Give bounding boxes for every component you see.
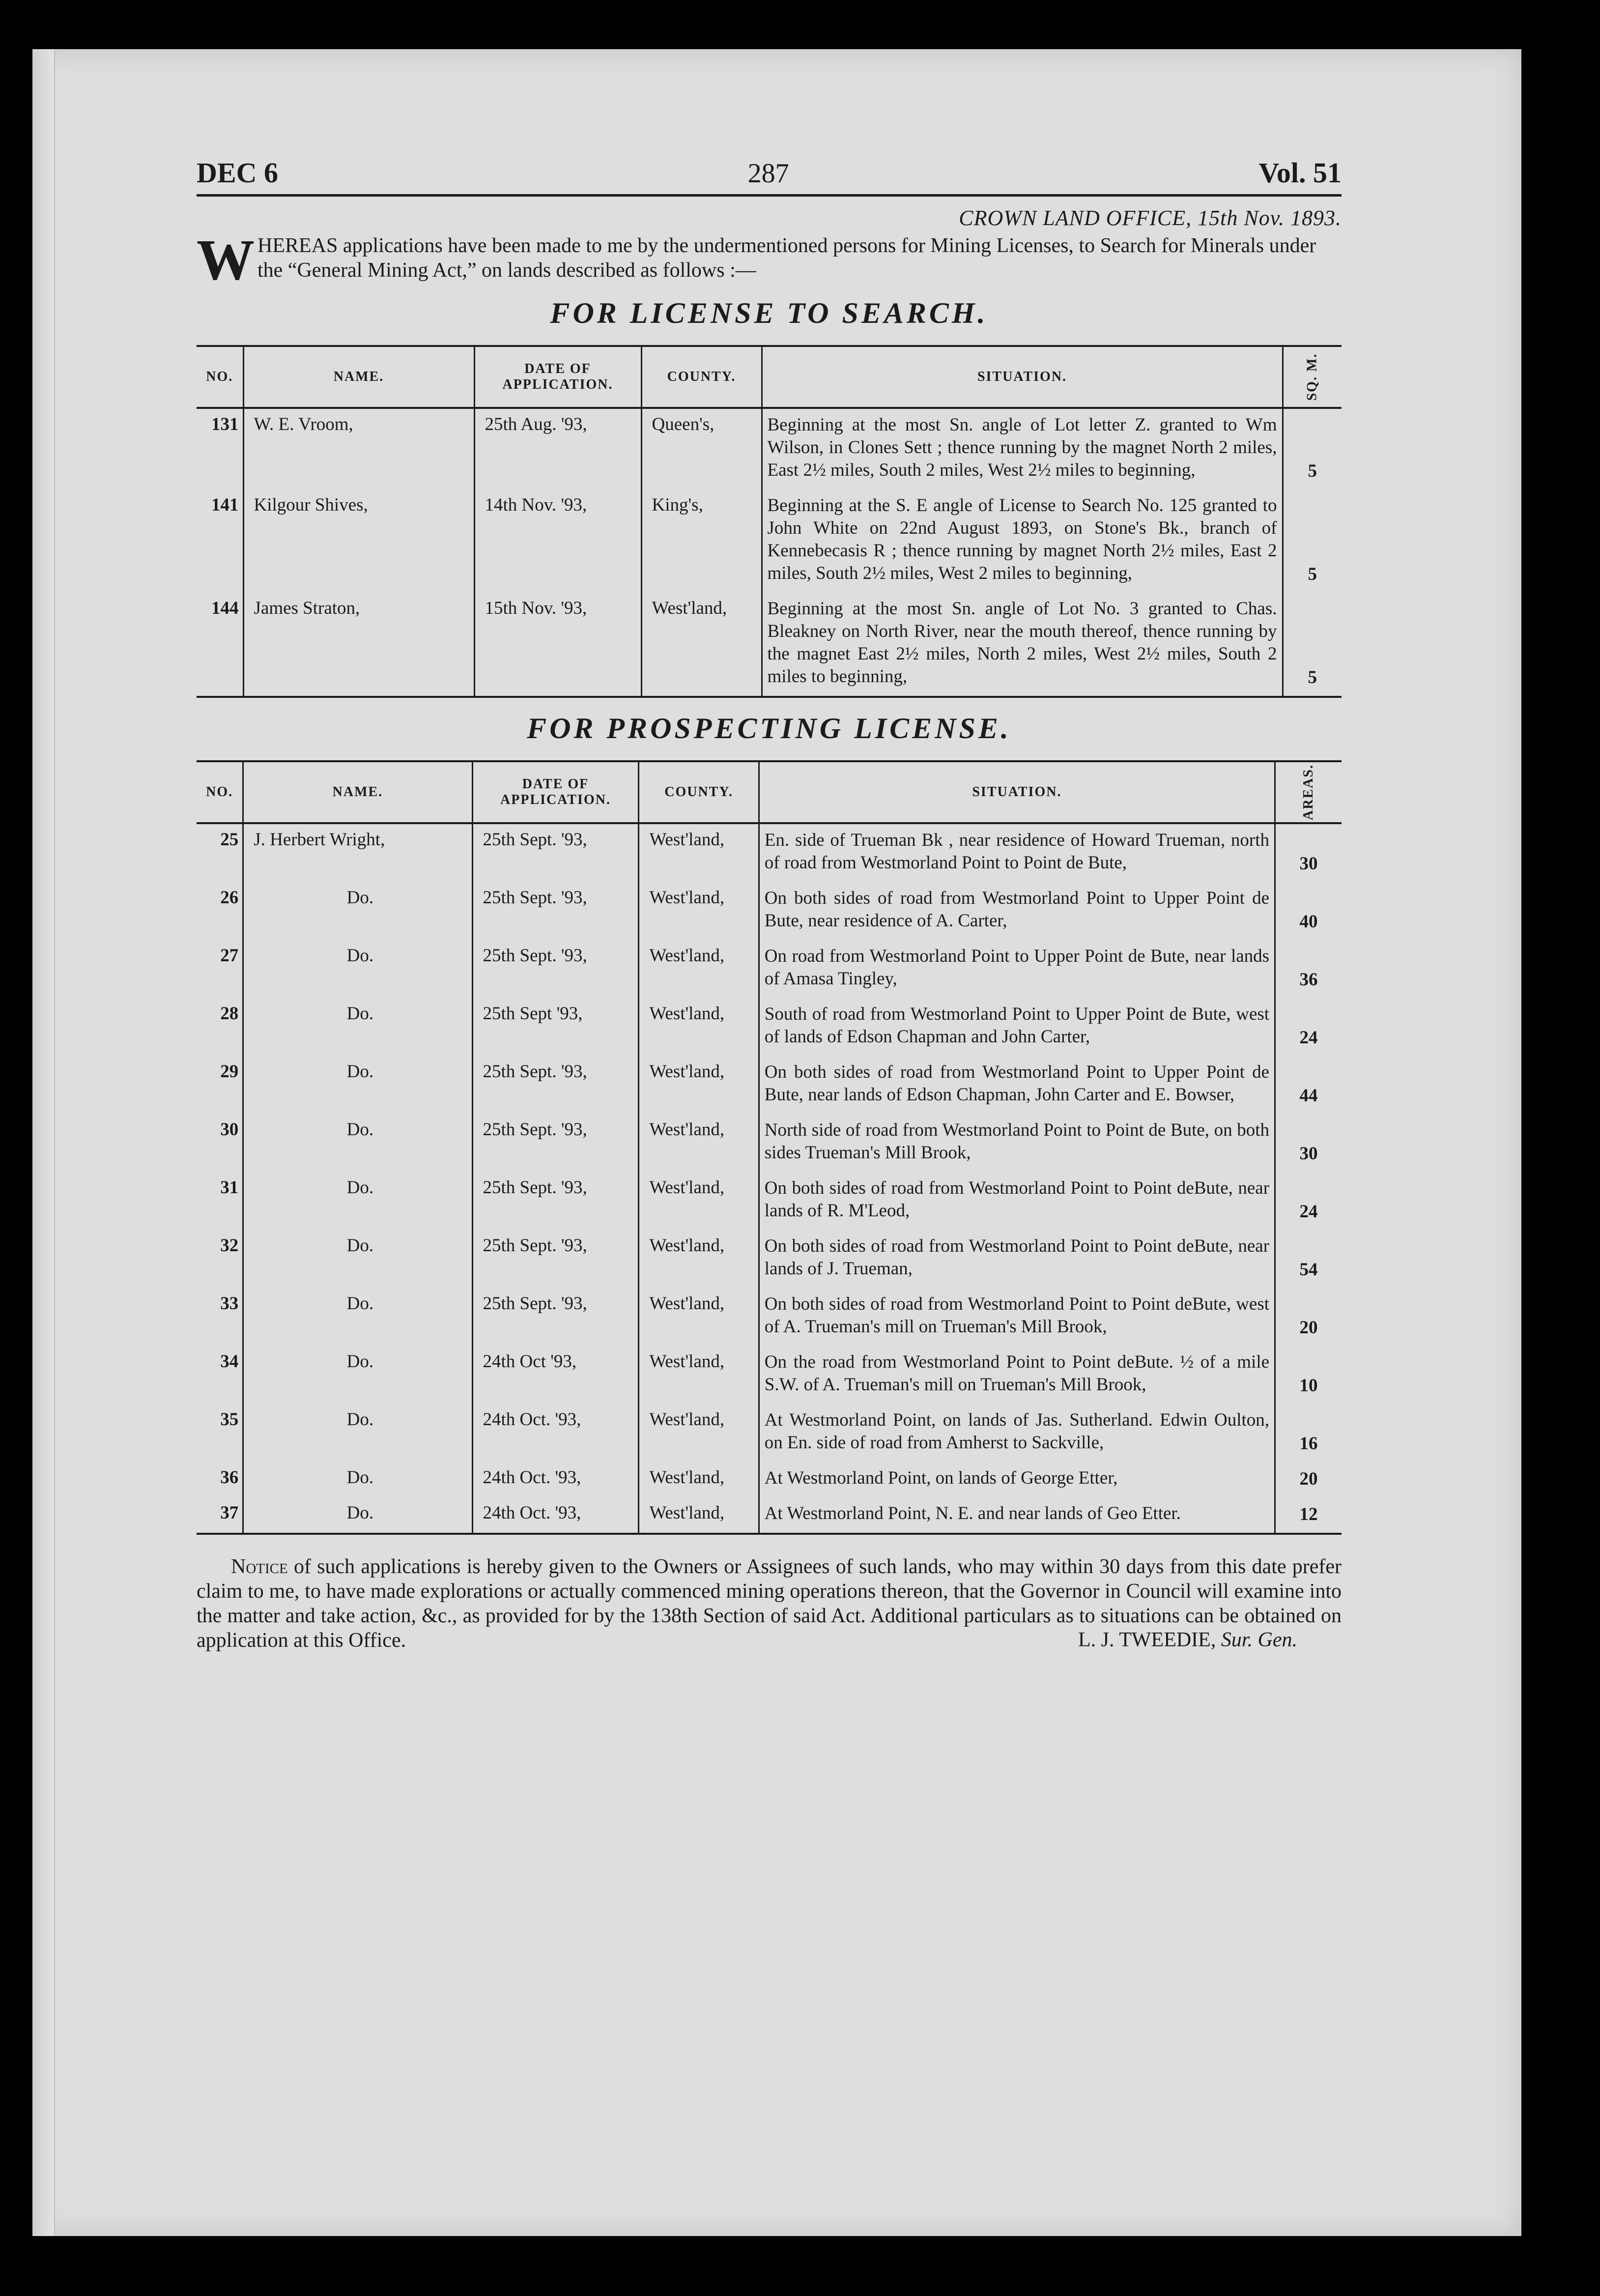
entry-number: 25: [220, 830, 239, 850]
application-date: 25th Sept '93,: [472, 998, 639, 1056]
notice-text: of such applications is hereby given to the Owners or Assignees of such lands, who may within 30 days from this date prefer claim to me, to have made explorations or actually commenced mining operations thereon, that the Governor in Council will examine into the matter and take action, &c., as provided for by the 138th Section of said Act. Additional particulars as to situations can be obtained on application at this Office.: [197, 1555, 1342, 1652]
intro-paragraph: [197, 228, 1342, 292]
application-date: 25th Sept. '93,: [472, 1288, 639, 1346]
table-row: [197, 1346, 1342, 1404]
entry-number: 32: [220, 1235, 239, 1256]
col-header-county: COUNTY.: [639, 761, 759, 823]
county: West'land,: [641, 593, 762, 697]
entry-number: 35: [220, 1409, 239, 1430]
county: West'land,: [639, 1114, 759, 1172]
applicant-name: Do.: [243, 1056, 472, 1114]
area-value: 10: [1275, 1346, 1342, 1404]
entry-number: 36: [220, 1467, 239, 1488]
entry-number: 34: [220, 1351, 239, 1372]
col-header-date: DATE OF APPLICATION.: [472, 761, 639, 823]
table-row: [197, 1462, 1342, 1497]
application-date: 25th Sept. '93,: [472, 1230, 639, 1288]
county: West'land,: [639, 1404, 759, 1462]
situation: On both sides of road from Westmorland Point to Upper Point de Bute, near lands of Edson Chapman, John Carter and E. Bowser,: [759, 1056, 1275, 1114]
situation: On both sides of road from Westmorland Point to Point deBute, near lands of R. M'Leod,: [759, 1172, 1275, 1230]
applicant-name: Do.: [243, 1288, 472, 1346]
situation: On the road from Westmorland Point to Point deBute. ½ of a mile S.W. of A. Trueman's mill on Trueman's Mill Brook,: [759, 1346, 1275, 1404]
area-value: 40: [1275, 882, 1342, 940]
col-header-area-label: SQ. M.: [1304, 353, 1320, 401]
table-row: [197, 940, 1342, 998]
col-header-situation: SITUATION.: [762, 346, 1283, 408]
situation: On road from Westmorland Point to Upper Point de Bute, near lands of Amasa Tingley,: [759, 940, 1275, 998]
area-value: 24: [1275, 1172, 1342, 1230]
table-row: [197, 1230, 1342, 1288]
issue-date: DEC 6: [197, 157, 278, 189]
col-header-name: NAME.: [243, 346, 474, 408]
area-value: 16: [1275, 1404, 1342, 1462]
table-header-row: [197, 761, 1342, 823]
applicant-name: Do.: [243, 940, 472, 998]
col-header-county: COUNTY.: [641, 346, 762, 408]
entry-number: 27: [220, 946, 239, 966]
search-section-title: FOR LICENSE TO SEARCH.: [550, 297, 988, 329]
area-value: 36: [1275, 940, 1342, 998]
situation: At Westmorland Point, on lands of George Etter,: [759, 1462, 1275, 1497]
area-value: 30: [1275, 1114, 1342, 1172]
county: West'land,: [639, 1288, 759, 1346]
table-row: [197, 1056, 1342, 1114]
entry-number: 30: [220, 1119, 239, 1140]
application-date: 25th Aug. '93,: [474, 408, 641, 489]
area-value: 54: [1275, 1230, 1342, 1288]
intro-text: HEREAS applications have been made to me by the undermentioned persons for Mining Licenses, to Search for Minerals under the “General Mining Act,” on lands described as follows :—: [257, 234, 1316, 282]
entry-number: 31: [220, 1177, 239, 1198]
county: West'land,: [639, 1497, 759, 1534]
situation: En. side of Trueman Bk , near residence of Howard Trueman, north of road from Westmorland Point to Point de Bute,: [759, 823, 1275, 882]
signatory-title: Sur. Gen.: [1221, 1629, 1297, 1651]
area-value: 20: [1275, 1288, 1342, 1346]
table-row: [197, 998, 1342, 1056]
signatory-name: L. J. TWEEDIE,: [1078, 1629, 1216, 1651]
county: West'land,: [639, 823, 759, 882]
application-date: 25th Sept. '93,: [472, 1172, 639, 1230]
application-date: 25th Sept. '93,: [472, 1114, 639, 1172]
page-number: 287: [747, 158, 789, 189]
col-header-area: [1283, 346, 1342, 408]
situation: On both sides of road from Westmorland Point to Upper Point de Bute, near residence of A. Carter,: [759, 882, 1275, 940]
page-edge: [32, 49, 55, 2236]
applicant-name: J. Herbert Wright,: [243, 823, 472, 882]
col-header-no: NO.: [206, 784, 233, 800]
entry-number: 26: [220, 888, 239, 908]
situation: North side of road from Westmorland Point to Point de Bute, on both sides Trueman's Mill Brook,: [759, 1114, 1275, 1172]
application-date: 14th Nov. '93,: [474, 489, 641, 593]
area-value: 20: [1275, 1462, 1342, 1497]
volume-number: Vol. 51: [1258, 157, 1342, 189]
application-date: 24th Oct. '93,: [472, 1404, 639, 1462]
notice-lead: Notice: [231, 1555, 288, 1578]
col-header-name: NAME.: [243, 761, 472, 823]
drop-cap: W: [197, 228, 255, 292]
table-row: [197, 882, 1342, 940]
situation: On both sides of road from Westmorland Point to Point deBute, west of A. Trueman's mill on Trueman's Mill Brook,: [759, 1288, 1275, 1346]
situation: South of road from Westmorland Point to Upper Point de Bute, west of lands of Edson Chapman and John Carter,: [759, 998, 1275, 1056]
table-row: [197, 1288, 1342, 1346]
applicant-name: Do.: [243, 1172, 472, 1230]
county: King's,: [641, 489, 762, 593]
area-value: 12: [1275, 1497, 1342, 1534]
header-rule: [197, 194, 1342, 197]
applicant-name: Do.: [243, 1404, 472, 1462]
applicant-name: Kilgour Shives,: [243, 489, 474, 593]
table-row: [197, 408, 1342, 489]
gazette-page: [197, 150, 1342, 1652]
entry-number: 29: [220, 1062, 239, 1082]
entry-number: 33: [220, 1293, 239, 1314]
col-header-date: DATE OF APPLICATION.: [474, 346, 641, 408]
application-date: 25th Sept. '93,: [472, 940, 639, 998]
applicant-name: Do.: [243, 1346, 472, 1404]
situation: On both sides of road from Westmorland Point to Point deBute, near lands of J. Trueman,: [759, 1230, 1275, 1288]
col-header-area-label: AREAS.: [1301, 764, 1316, 820]
prospect-section-title: FOR PROSPECTING LICENSE.: [527, 712, 1011, 745]
entry-number: 144: [197, 593, 243, 697]
table-row: [197, 1497, 1342, 1534]
application-date: 24th Oct. '93,: [472, 1462, 639, 1497]
situation: Beginning at the most Sn. angle of Lot letter Z. granted to Wm Wilson, in Clones Sett ; thence running by the magnet North 2 miles, East 2½ miles, South 2 miles, West 2½ miles to beginning,: [762, 408, 1283, 489]
situation: Beginning at the S. E angle of License to Search No. 125 granted to John White on 22nd August 1893, on Stone's Bk., branch of Kennebecasis R ; thence running by magnet North 2½ miles, East 2 miles, South 2½ miles, West 2 miles to beginning,: [762, 489, 1283, 593]
county: West'land,: [639, 1462, 759, 1497]
county: West'land,: [639, 998, 759, 1056]
col-header-no: NO.: [206, 369, 233, 384]
col-header-area: [1275, 761, 1342, 823]
table-row: [197, 1404, 1342, 1462]
entry-number: 37: [197, 1497, 243, 1534]
area-value: 44: [1275, 1056, 1342, 1114]
page-header: [197, 150, 1342, 189]
area-value: 5: [1283, 489, 1342, 593]
table-row: [197, 1172, 1342, 1230]
application-date: 25th Sept. '93,: [472, 823, 639, 882]
county: West'land,: [639, 1056, 759, 1114]
applicant-name: Do.: [243, 1230, 472, 1288]
application-date: 24th Oct. '93,: [472, 1497, 639, 1534]
application-date: 24th Oct '93,: [472, 1346, 639, 1404]
area-value: 30: [1275, 823, 1342, 882]
col-header-situation: SITUATION.: [759, 761, 1275, 823]
area-value: 24: [1275, 998, 1342, 1056]
application-date: 25th Sept. '93,: [472, 882, 639, 940]
applicant-name: Do.: [243, 1497, 472, 1534]
applicant-name: Do.: [243, 998, 472, 1056]
application-date: 25th Sept. '93,: [472, 1056, 639, 1114]
application-date: 15th Nov. '93,: [474, 593, 641, 697]
search-table-body: [197, 408, 1342, 697]
situation: At Westmorland Point, N. E. and near lands of Geo Etter.: [759, 1497, 1275, 1534]
county: West'land,: [639, 1172, 759, 1230]
county: West'land,: [639, 1230, 759, 1288]
entry-number: 28: [220, 1004, 239, 1024]
county: Queen's,: [641, 408, 762, 489]
situation: At Westmorland Point, on lands of Jas. Sutherland. Edwin Oulton, on En. side of road from Amherst to Sackville,: [759, 1404, 1275, 1462]
applicant-name: Do.: [243, 1462, 472, 1497]
situation: Beginning at the most Sn. angle of Lot No. 3 granted to Chas. Bleakney on North River, near the mouth thereof, thence running by the magnet East 2½ miles, North 2 miles, West 2½ miles, South 2 miles to beginning,: [762, 593, 1283, 697]
table-row: [197, 593, 1342, 697]
table-row: [197, 823, 1342, 882]
county: West'land,: [639, 882, 759, 940]
table-header-row: [197, 346, 1342, 408]
applicant-name: Do.: [243, 1114, 472, 1172]
applicant-name: W. E. Vroom,: [243, 408, 474, 489]
applicant-name: Do.: [243, 882, 472, 940]
search-license-table: [197, 345, 1342, 698]
prospect-table-body: [197, 823, 1342, 1534]
prospecting-license-table: [197, 760, 1342, 1535]
area-value: 5: [1283, 593, 1342, 697]
area-value: 5: [1283, 408, 1342, 489]
county: West'land,: [639, 940, 759, 998]
office-dateline: CROWN LAND OFFICE, 15th Nov. 1893.: [959, 206, 1342, 230]
entry-number: 131: [211, 414, 239, 434]
table-row: [197, 1114, 1342, 1172]
table-row: [197, 489, 1342, 593]
entry-number: 141: [211, 495, 239, 515]
county: West'land,: [639, 1346, 759, 1404]
applicant-name: James Straton,: [243, 593, 474, 697]
